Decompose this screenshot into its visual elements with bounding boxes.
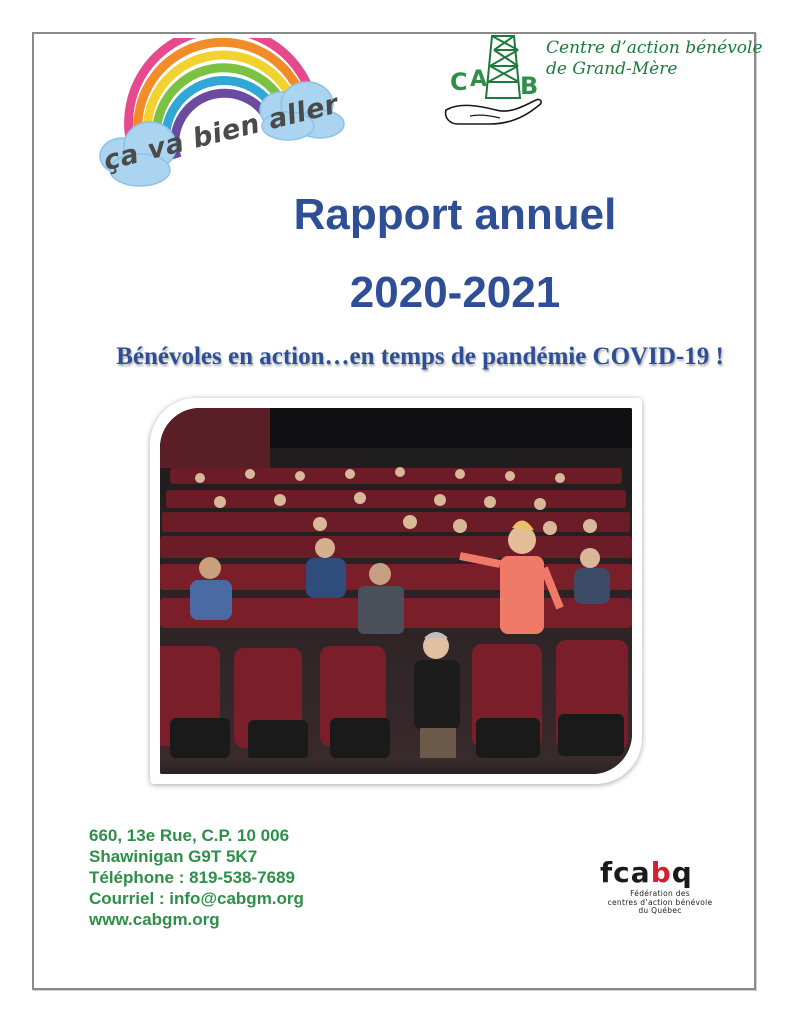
contact-city: Shawinigan G9T 5K7	[89, 847, 258, 866]
fcabq-wordmark-right: q	[671, 856, 693, 889]
fcabq-caption-line1: Fédération des	[630, 889, 690, 898]
report-year: 2020-2021	[349, 268, 561, 317]
organization-name-line2: de Grand-Mère	[546, 59, 678, 79]
contact-block	[89, 825, 409, 930]
organization-name-line1: Centre d’action bénévole	[546, 38, 763, 58]
contact-phone: Téléphone : 819-538-7689	[89, 868, 295, 887]
fcabq-caption	[602, 890, 718, 916]
svg-text:A: A	[470, 67, 488, 92]
svg-text:B: B	[520, 72, 539, 100]
fcabq-caption-line3: du Québec	[638, 906, 682, 915]
fcabq-wordmark	[600, 858, 693, 888]
report-subtitle: Bénévoles en action…en temps de pandémie COVID-19 !	[116, 343, 724, 370]
organization-name	[546, 38, 766, 80]
fcabq-logo	[600, 858, 720, 924]
report-title: Rapport annuel	[293, 190, 617, 239]
heart-icon: b	[650, 856, 672, 889]
svg-text:C: C	[450, 68, 468, 96]
contact-email[interactable]: Courriel : info@cabgm.org	[89, 889, 304, 908]
volunteers-photo	[160, 408, 632, 774]
rainbow-tagline: ça va bien aller	[100, 88, 342, 177]
fcabq-wordmark-left: fca	[600, 856, 651, 889]
fcabq-caption-line2: centres d’action bénévole	[607, 897, 713, 907]
cab-logo	[440, 32, 552, 132]
contact-website[interactable]: www.cabgm.org	[89, 910, 220, 929]
contact-address: 660, 13e Rue, C.P. 10 006	[89, 826, 290, 845]
